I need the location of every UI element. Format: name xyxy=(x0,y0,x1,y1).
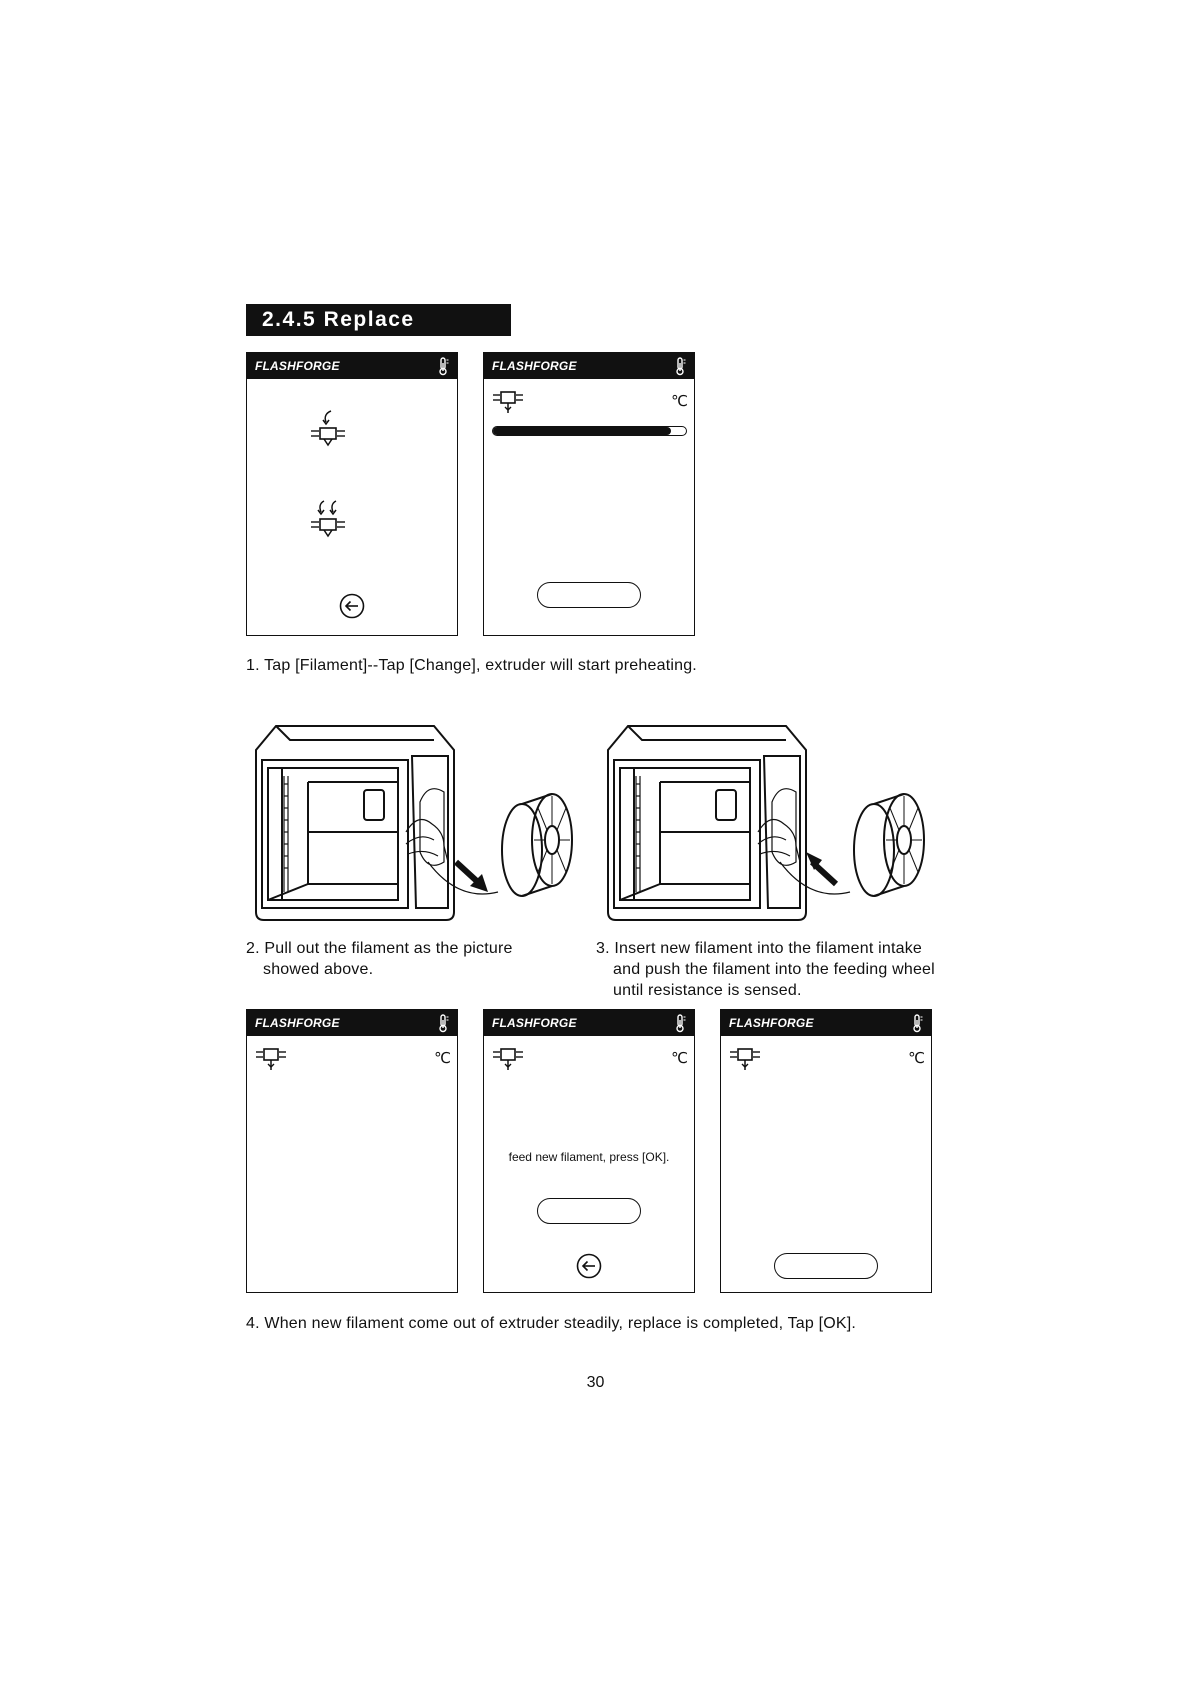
ok-button[interactable] xyxy=(774,1253,878,1279)
thermometer-icon xyxy=(437,356,449,376)
temperature-unit: ℃ xyxy=(434,1050,451,1067)
step-2-line-1: 2. Pull out the filament as the picture xyxy=(246,940,513,957)
thermometer-icon xyxy=(437,1013,449,1033)
extruder-icon xyxy=(492,1046,524,1074)
brand-logo: FLASHFORGE xyxy=(255,359,340,373)
preheat-progress-bar xyxy=(492,426,687,436)
screen-header xyxy=(721,1010,931,1036)
step-3-line-3: until resistance is sensed. xyxy=(613,982,802,999)
screen-feed-done xyxy=(720,1009,932,1293)
step-3-line-2: and push the filament into the feeding wheel xyxy=(613,961,935,978)
step-3-caption xyxy=(596,938,935,1001)
screen-feed xyxy=(246,1009,458,1293)
section-title xyxy=(246,304,511,336)
brand-logo: FLASHFORGE xyxy=(255,1016,340,1030)
progress-fill xyxy=(493,427,671,435)
screen-header xyxy=(484,353,694,379)
screen-header xyxy=(247,1010,457,1036)
screen-feed-prompt xyxy=(483,1009,695,1293)
section-number: 2.4.5 xyxy=(262,308,317,331)
step-4-caption: 4. When new filament come out of extruder steadily, replace is completed, Tap [OK]. xyxy=(246,1315,857,1332)
pull-filament-illustration xyxy=(248,712,578,924)
screen-filament-menu xyxy=(246,352,458,636)
page-number: 30 xyxy=(586,1374,605,1391)
brand-logo: FLASHFORGE xyxy=(492,1016,577,1030)
step-2-line-2: showed above. xyxy=(263,961,374,978)
load-filament-icon[interactable] xyxy=(309,409,347,455)
extruder-icon xyxy=(492,389,524,417)
step-1-caption: 1. Tap [Filament]--Tap [Change], extruder will start preheating. xyxy=(246,657,697,674)
thermometer-icon xyxy=(674,1013,686,1033)
change-filament-icon[interactable] xyxy=(309,499,347,547)
insert-filament-illustration xyxy=(600,712,930,924)
extruder-icon xyxy=(729,1046,761,1074)
feed-message: feed new filament, press [OK]. xyxy=(508,1150,670,1164)
cancel-button[interactable] xyxy=(537,582,641,608)
temperature-unit: ℃ xyxy=(671,393,688,410)
brand-logo: FLASHFORGE xyxy=(729,1016,814,1030)
screen-preheat xyxy=(483,352,695,636)
temperature-unit: ℃ xyxy=(908,1050,925,1067)
thermometer-icon xyxy=(911,1013,923,1033)
screen-header xyxy=(247,353,457,379)
back-arrow-icon[interactable] xyxy=(576,1253,602,1279)
extruder-icon xyxy=(255,1046,287,1074)
thermometer-icon xyxy=(674,356,686,376)
temperature-unit: ℃ xyxy=(671,1050,688,1067)
back-arrow-icon[interactable] xyxy=(339,593,365,619)
step-3-line-1: 3. Insert new filament into the filament intake xyxy=(596,940,923,957)
screen-header xyxy=(484,1010,694,1036)
section-name: Replace xyxy=(323,308,415,331)
brand-logo: FLASHFORGE xyxy=(492,359,577,373)
ok-button[interactable] xyxy=(537,1198,641,1224)
step-2-caption xyxy=(246,938,513,980)
